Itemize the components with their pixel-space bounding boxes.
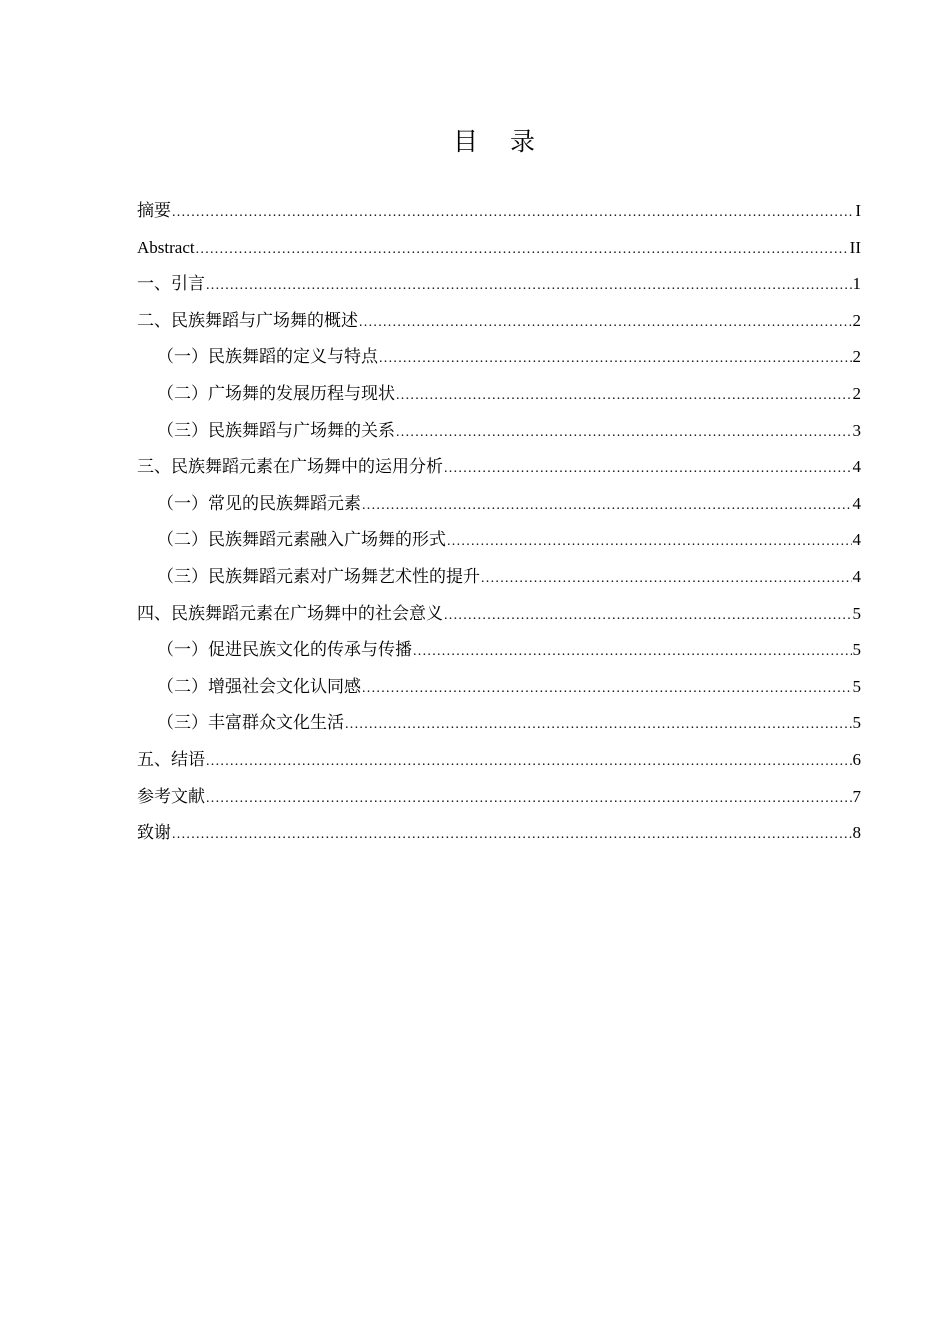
dot-leader: [396, 378, 852, 415]
toc-entry-label: （三）民族舞蹈元素对广场舞艺术性的提升: [157, 566, 480, 587]
toc-entry-page: 7: [852, 786, 861, 806]
toc-entry-label: 摘要: [137, 201, 171, 221]
toc-entry-abstract-cn[interactable]: [137, 193, 861, 230]
dot-leader: [345, 707, 852, 744]
toc-entry-label: （一）民族舞蹈的定义与特点: [157, 347, 378, 368]
toc-entry-page: 4: [852, 530, 861, 550]
toc-entry-abstract-en[interactable]: [137, 230, 861, 267]
toc-entry-page: 4: [852, 493, 861, 513]
dot-leader: [172, 817, 852, 854]
toc-entry-label: 四、民族舞蹈元素在广场舞中的社会意义: [137, 603, 443, 624]
toc-entry-label: （一）常见的民族舞蹈元素: [157, 493, 361, 514]
toc-entry-chapter-2-3[interactable]: [137, 413, 861, 450]
dot-leader: [206, 268, 852, 305]
toc-entry-label: 三、民族舞蹈元素在广场舞中的运用分析: [137, 457, 443, 478]
toc-entry-chapter-2-1[interactable]: [137, 339, 861, 376]
toc-entry-chapter-3[interactable]: [137, 449, 861, 486]
toc-entry-label: 致谢: [137, 823, 171, 844]
toc-entry-chapter-3-2[interactable]: [137, 522, 861, 559]
toc-entry-page: 3: [852, 420, 861, 440]
dot-leader: [413, 634, 852, 671]
toc-title: 目 录: [453, 127, 547, 156]
toc-entry-label: 二、民族舞蹈与广场舞的概述: [137, 310, 358, 331]
toc-entry-page: 5: [852, 713, 861, 733]
dot-leader: [196, 232, 849, 269]
toc-entry-references[interactable]: [137, 779, 861, 816]
toc-entry-label: 五、结语: [137, 749, 205, 770]
toc-entry-acknowledgements[interactable]: [137, 815, 861, 852]
toc-entry-chapter-4-2[interactable]: [137, 669, 861, 706]
toc-entry-chapter-4[interactable]: [137, 596, 861, 633]
toc-entry-chapter-3-3[interactable]: [137, 559, 861, 596]
toc-entry-page: 5: [852, 676, 861, 696]
dot-leader: [206, 744, 852, 781]
toc-entry-label: （二）民族舞蹈元素融入广场舞的形式: [157, 530, 446, 551]
toc-entry-page: 2: [852, 347, 861, 367]
toc-entry-chapter-2-2[interactable]: [137, 376, 861, 413]
toc-entry-label: 参考文献: [137, 786, 205, 807]
toc-entry-page: I: [855, 201, 861, 220]
toc-entry-page: II: [849, 237, 861, 257]
toc-entry-label: （三）民族舞蹈与广场舞的关系: [157, 420, 395, 441]
dot-leader: [379, 341, 852, 378]
dot-leader: [444, 451, 852, 488]
toc-list: [137, 193, 861, 852]
toc-entry-page: 6: [852, 749, 861, 769]
toc-entry-page: 5: [852, 603, 861, 623]
toc-entry-page: 4: [852, 457, 861, 477]
toc-entry-label: （二）增强社会文化认同感: [157, 676, 361, 697]
toc-entry-page: 2: [852, 383, 861, 403]
toc-entry-chapter-4-1[interactable]: [137, 632, 861, 669]
toc-entry-introduction[interactable]: [137, 266, 861, 303]
toc-entry-page: 1: [852, 274, 861, 294]
dot-leader: [206, 781, 852, 818]
toc-entry-chapter-3-1[interactable]: [137, 486, 861, 523]
toc-entry-page: 2: [852, 310, 861, 330]
dot-leader: [362, 488, 852, 525]
toc-entry-label: 一、引言: [137, 274, 205, 295]
dot-leader: [172, 195, 854, 232]
toc-entry-chapter-2[interactable]: [137, 303, 861, 340]
dot-leader: [396, 415, 852, 452]
toc-entry-label: （二）广场舞的发展历程与现状: [157, 383, 395, 404]
toc-entry-page: 4: [852, 566, 861, 586]
toc-entry-page: 8: [852, 823, 861, 843]
dot-leader: [447, 524, 852, 561]
toc-entry-chapter-4-3[interactable]: [137, 705, 861, 742]
toc-entry-page: 5: [852, 640, 861, 660]
dot-leader: [362, 671, 852, 708]
toc-entry-label: （一）促进民族文化的传承与传播: [157, 640, 412, 661]
toc-entry-label: Abstract: [137, 237, 195, 257]
dot-leader: [481, 561, 852, 598]
toc-entry-label: （三）丰富群众文化生活: [157, 713, 344, 734]
dot-leader: [444, 598, 852, 635]
toc-entry-conclusion[interactable]: [137, 742, 861, 779]
dot-leader: [359, 305, 852, 342]
